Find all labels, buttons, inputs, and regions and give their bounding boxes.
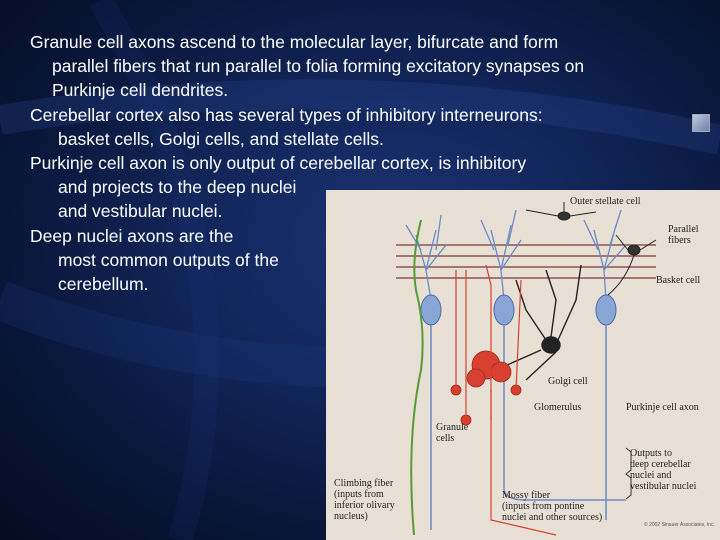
cerebellar-circuit-diagram bbox=[326, 190, 720, 540]
text-line: Granule cell axons ascend to the molecular layer, bifurcate and form bbox=[30, 32, 559, 52]
text-line: most common outputs of the bbox=[58, 249, 279, 270]
label-basket-cell: Basket cell bbox=[656, 275, 701, 286]
slide-decoration-square bbox=[692, 114, 710, 132]
label-granule-cells: Granule cells bbox=[436, 422, 469, 444]
text-line: Deep nuclei axons are the bbox=[30, 225, 234, 246]
text-line: Purkinje cell dendrites. bbox=[52, 80, 229, 101]
label-mossy-fiber: Mossy fiber (inputs from pontine nuclei and other sources) bbox=[502, 490, 603, 523]
label-outer-stellate-cell: Outer stellate cell bbox=[570, 196, 641, 207]
label-purkinje-cell-axon: Purkinje cell axon bbox=[626, 402, 699, 413]
basket-cell bbox=[608, 235, 656, 295]
label-glomerulus: Glomerulus bbox=[534, 402, 582, 413]
figure-copyright: © 2002 Sinauer Associates, Inc. bbox=[644, 522, 715, 528]
purkinje-dendrites bbox=[406, 210, 626, 300]
text-line: and projects to the deep nuclei bbox=[58, 177, 297, 198]
text-line: basket cells, Golgi cells, and stellate cells. bbox=[58, 128, 384, 149]
label-golgi-cell: Golgi cell bbox=[548, 376, 588, 387]
text-line: parallel fibers that run parallel to folia forming excitatory synapses on bbox=[52, 56, 585, 77]
paragraph-interneurons bbox=[30, 103, 680, 151]
text-line: and vestibular nuclei. bbox=[58, 201, 223, 222]
text-line: Purkinje cell axon is only output of cerebellar cortex, is inhibitory bbox=[30, 153, 527, 174]
parallel-fibers bbox=[396, 245, 656, 278]
purkinje-somas bbox=[421, 295, 616, 325]
granule-cells bbox=[451, 351, 521, 425]
label-climbing-fiber: Climbing fiber (inputs from inferior olivary nucleus) bbox=[334, 478, 395, 522]
label-outputs: Outputs to deep cerebellar nuclei and vestibular nuclei bbox=[630, 448, 697, 492]
label-parallel-fibers: Parallel fibers bbox=[668, 224, 699, 246]
text-line: Cerebellar cortex also has several types of inhibitory interneurons: bbox=[30, 104, 543, 125]
paragraph-granule bbox=[30, 30, 680, 103]
text-line: cerebellum. bbox=[58, 274, 149, 295]
